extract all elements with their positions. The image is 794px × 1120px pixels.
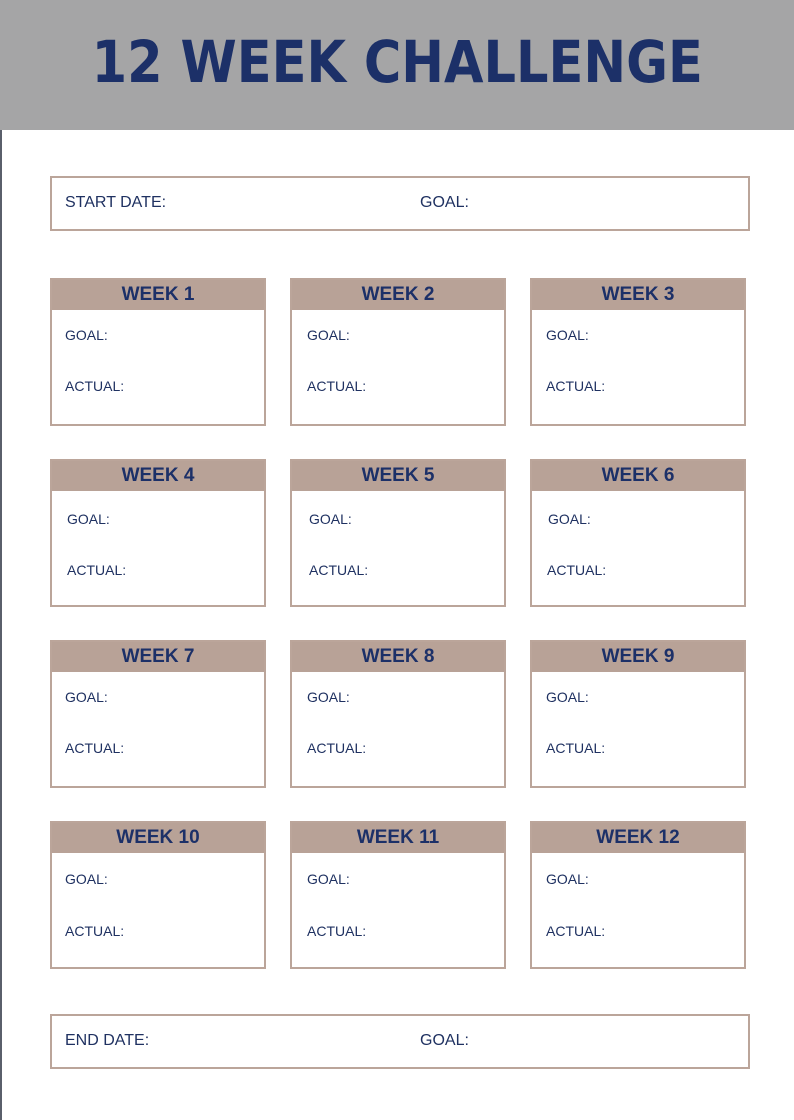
week-goal-label: GOAL: (309, 511, 352, 527)
week-title: WEEK 6 (532, 461, 744, 491)
week-title: WEEK 3 (532, 280, 744, 310)
week-title: WEEK 1 (52, 280, 264, 310)
week-actual-label: ACTUAL: (546, 378, 606, 394)
week-goal-label: GOAL: (546, 689, 589, 705)
week-title: WEEK 10 (52, 823, 264, 853)
week-card-8 (290, 640, 506, 788)
week-card-11 (290, 821, 506, 969)
week-title: WEEK 8 (292, 642, 504, 672)
week-goal-label: GOAL: (307, 689, 350, 705)
week-goal-label: GOAL: (65, 871, 108, 887)
week-card-12 (530, 821, 746, 969)
week-actual-label: ACTUAL: (65, 923, 125, 939)
week-actual-label: ACTUAL: (309, 562, 369, 578)
week-goal-label: GOAL: (548, 511, 591, 527)
week-goal-label: GOAL: (65, 689, 108, 705)
week-goal-label: GOAL: (307, 871, 350, 887)
week-card-5 (290, 459, 506, 607)
week-card-10 (50, 821, 266, 969)
week-goal-label: GOAL: (546, 871, 589, 887)
week-card-6 (530, 459, 746, 607)
page-left-rule (0, 0, 2, 1120)
week-goal-label: GOAL: (307, 327, 350, 343)
end-date-label: END DATE: (65, 1032, 150, 1049)
page-title: 12 WEEK CHALLENGE (91, 28, 703, 96)
week-actual-label: ACTUAL: (307, 923, 367, 939)
week-title: WEEK 9 (532, 642, 744, 672)
week-title: WEEK 2 (292, 280, 504, 310)
end-goal-label: GOAL: (420, 1032, 469, 1049)
week-card-4 (50, 459, 266, 607)
week-goal-label: GOAL: (546, 327, 589, 343)
week-title: WEEK 11 (292, 823, 504, 853)
week-card-2 (290, 278, 506, 426)
week-actual-label: ACTUAL: (547, 562, 607, 578)
week-goal-label: GOAL: (65, 327, 108, 343)
week-actual-label: ACTUAL: (307, 378, 367, 394)
week-card-9 (530, 640, 746, 788)
start-info-box (50, 176, 750, 231)
week-title: WEEK 4 (52, 461, 264, 491)
week-title: WEEK 12 (532, 823, 744, 853)
week-actual-label: ACTUAL: (307, 740, 367, 756)
week-card-1 (50, 278, 266, 426)
week-actual-label: ACTUAL: (67, 562, 127, 578)
week-title: WEEK 7 (52, 642, 264, 672)
week-title: WEEK 5 (292, 461, 504, 491)
start-goal-label: GOAL: (420, 194, 469, 211)
start-date-label: START DATE: (65, 194, 167, 211)
week-card-7 (50, 640, 266, 788)
week-actual-label: ACTUAL: (65, 740, 125, 756)
header-band (0, 0, 794, 130)
end-info-box (50, 1014, 750, 1069)
week-actual-label: ACTUAL: (546, 740, 606, 756)
week-card-3 (530, 278, 746, 426)
week-actual-label: ACTUAL: (546, 923, 606, 939)
week-goal-label: GOAL: (67, 511, 110, 527)
week-actual-label: ACTUAL: (65, 378, 125, 394)
